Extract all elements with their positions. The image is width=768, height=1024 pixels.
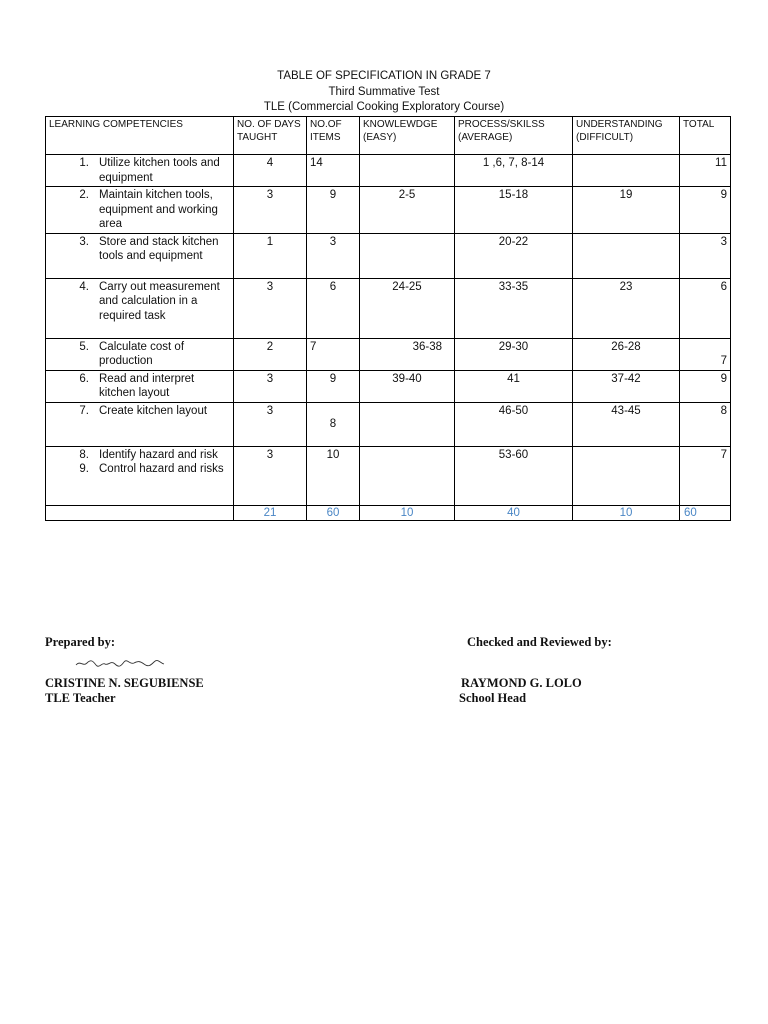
knowledge-cell: 36-38: [360, 338, 455, 370]
table-row: [46, 370, 731, 402]
competency-cell: [46, 233, 234, 278]
course-title: TLE (Commercial Cooking Exploratory Course): [263, 101, 505, 113]
table-row: [46, 338, 731, 370]
item-number: 3.: [79, 235, 89, 248]
days-cell: 3: [234, 402, 307, 446]
item-number: 8.: [79, 448, 89, 461]
document-header: [0, 69, 768, 116]
table-row: [46, 278, 731, 338]
total-items: 60: [307, 505, 360, 521]
days-cell: 3: [234, 278, 307, 338]
total-total: 60: [680, 505, 731, 521]
process-cell: 1 ,6, 7, 8-14: [455, 155, 573, 187]
knowledge-cell: [360, 446, 455, 505]
understanding-cell: 43-45: [573, 402, 680, 446]
understanding-cell: 26-28: [573, 338, 680, 370]
days-cell: 2: [234, 338, 307, 370]
header-competencies: LEARNING COMPETENCIES: [46, 117, 234, 155]
item-number: 5.: [79, 340, 89, 353]
header-process: PROCESS/SKILSS (AVERAGE): [455, 117, 573, 155]
items-cell: 3: [307, 233, 360, 278]
header-knowledge: KNOWLEWDGE (EASY): [360, 117, 455, 155]
competency-cell: [46, 187, 234, 234]
table-header-row: [46, 117, 731, 155]
competency-text: Read and interpret kitchen layout: [99, 372, 195, 399]
knowledge-cell: [360, 402, 455, 446]
competency-text: Maintain kitchen tools, equipment and working area: [99, 189, 218, 230]
table-row: [46, 233, 731, 278]
competency-cell: [46, 446, 234, 505]
total-knowledge: 10: [360, 505, 455, 521]
items-cell: 14: [307, 155, 360, 187]
total-process: 40: [455, 505, 573, 521]
reviewer-title: School Head: [459, 691, 527, 705]
understanding-cell: [573, 155, 680, 187]
items-cell: 6: [307, 278, 360, 338]
knowledge-cell: [360, 233, 455, 278]
competency-cell: [46, 155, 234, 187]
competency-text: Store and stack kitchen tools and equipment: [99, 235, 219, 262]
total-cell: 3: [680, 233, 731, 278]
days-cell: 1: [234, 233, 307, 278]
days-cell: 4: [234, 155, 307, 187]
document-title: TABLE OF SPECIFICATION IN GRADE 7: [277, 70, 491, 82]
prepared-by-label: Prepared by:: [45, 635, 116, 649]
specification-table: [45, 116, 731, 521]
total-cell: 9: [680, 370, 731, 402]
days-cell: 3: [234, 187, 307, 234]
process-cell: 46-50: [455, 402, 573, 446]
item-number: 1.: [79, 157, 89, 169]
preparer-title: TLE Teacher: [45, 691, 116, 705]
knowledge-cell: 2-5: [360, 187, 455, 234]
days-cell: 3: [234, 370, 307, 402]
understanding-cell: [573, 446, 680, 505]
table-row: [46, 446, 731, 505]
item-number: 6.: [79, 372, 89, 385]
totals-label-cell: [46, 505, 234, 521]
item-number: 2.: [79, 189, 89, 201]
total-cell: 7: [680, 338, 731, 370]
items-cell: 7: [307, 338, 360, 370]
total-cell: 7: [680, 446, 731, 505]
competency-text: Control hazard and risks: [99, 463, 224, 475]
handwritten-signature: [74, 656, 166, 670]
header-days-taught: NO. OF DAYS TAUGHT: [234, 117, 307, 155]
competency-text: Create kitchen layout: [99, 404, 208, 417]
days-cell: 3: [234, 446, 307, 505]
competency-text: Identify hazard and risk: [99, 448, 218, 461]
knowledge-cell: [360, 155, 455, 187]
header-understanding: UNDERSTANDING (DIFFICULT): [573, 117, 680, 155]
table-row: [46, 155, 731, 187]
totals-row: [46, 505, 731, 521]
items-cell: 9: [307, 370, 360, 402]
process-cell: 20-22: [455, 233, 573, 278]
process-cell: 33-35: [455, 278, 573, 338]
process-cell: 15-18: [455, 187, 573, 234]
item-number: 4.: [79, 280, 89, 293]
reviewer-name: RAYMOND G. LOLO: [461, 676, 582, 690]
process-cell: 41: [455, 370, 573, 402]
table-row: [46, 402, 731, 446]
competency-text: Calculate cost of production: [99, 340, 185, 367]
items-cell: 10: [307, 446, 360, 505]
competency-text: Carry out measurement and calculation in a required task: [99, 280, 220, 322]
competency-cell: [46, 338, 234, 370]
total-cell: 11: [680, 155, 731, 187]
header-no-of-items: NO.OF ITEMS: [307, 117, 360, 155]
total-cell: 9: [680, 187, 731, 234]
item-number: 9.: [79, 463, 89, 475]
items-cell: 8: [307, 402, 360, 446]
knowledge-cell: 39-40: [360, 370, 455, 402]
item-number: 7.: [79, 404, 89, 417]
understanding-cell: [573, 233, 680, 278]
competency-cell: [46, 278, 234, 338]
total-understanding: 10: [573, 505, 680, 521]
header-total: TOTAL: [680, 117, 731, 155]
checked-by-label: Checked and Reviewed by:: [467, 635, 612, 649]
process-cell: 29-30: [455, 338, 573, 370]
competency-text: Utilize kitchen tools and equipment: [99, 157, 220, 184]
document-subtitle: Third Summative Test: [328, 85, 440, 98]
understanding-cell: 37-42: [573, 370, 680, 402]
understanding-cell: 23: [573, 278, 680, 338]
process-cell: 53-60: [455, 446, 573, 505]
total-cell: 8: [680, 402, 731, 446]
knowledge-cell: 24-25: [360, 278, 455, 338]
preparer-name: CRISTINE N. SEGUBIENSE: [45, 676, 204, 690]
total-cell: 6: [680, 278, 731, 338]
table-row: [46, 187, 731, 234]
total-days: 21: [234, 505, 307, 521]
competency-cell: [46, 370, 234, 402]
items-cell: 9: [307, 187, 360, 234]
understanding-cell: 19: [573, 187, 680, 234]
competency-cell: [46, 402, 234, 446]
